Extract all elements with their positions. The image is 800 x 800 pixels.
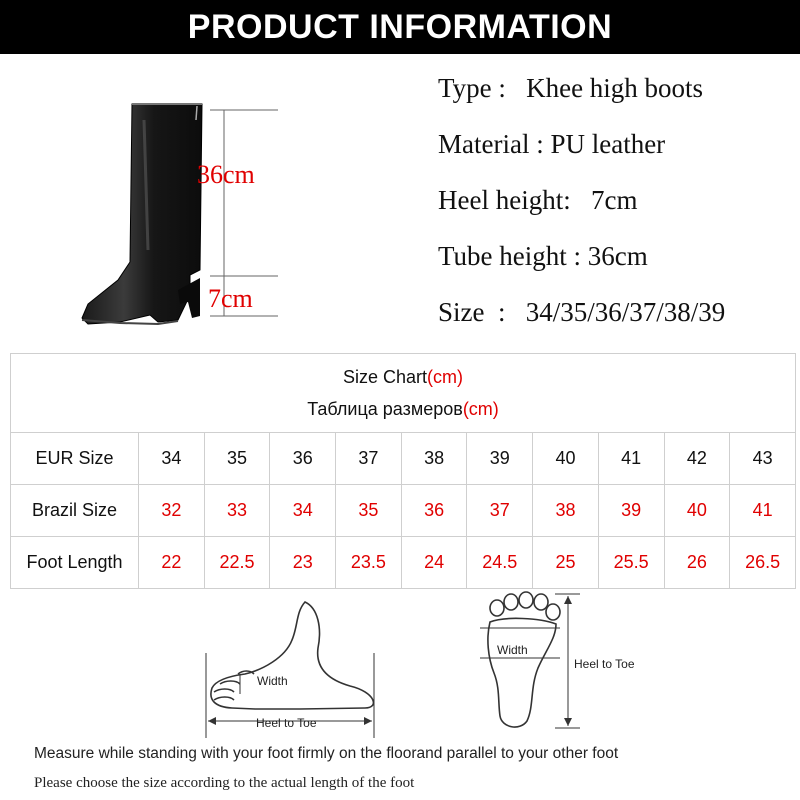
spec-tube-height: Tube height : 36cm — [438, 241, 648, 271]
foot-side-view-icon — [211, 602, 374, 709]
table-cell: 41 — [598, 433, 664, 485]
page-title: PRODUCT INFORMATION — [0, 0, 800, 54]
heel-to-toe-label-top: Heel to Toe — [574, 657, 635, 671]
table-cell: 33 — [204, 485, 270, 537]
table-cell: 36 — [401, 485, 467, 537]
size-chart-title-en: Size Chart — [342, 367, 428, 387]
table-cell: 22 — [139, 537, 205, 589]
boot-image — [60, 90, 290, 340]
size-advice: Please choose the size according to the actual length of the foot — [34, 775, 415, 791]
table-cell: 38 — [401, 433, 467, 485]
table-row-brazil — [11, 485, 796, 537]
table-cell: 43 — [730, 433, 796, 485]
row-label-foot-length: Foot Length — [11, 537, 139, 589]
table-cell: 38 — [533, 485, 599, 537]
size-chart-unit-ru: (cm) — [462, 399, 499, 419]
spec-size: Size : 34/35/36/37/38/39 — [438, 297, 726, 327]
table-cell: 35 — [204, 433, 270, 485]
table-cell: 42 — [664, 433, 730, 485]
table-cell: 26 — [664, 537, 730, 589]
foot-top-view-icon — [488, 592, 560, 727]
table-cell: 37 — [336, 433, 402, 485]
measure-instruction: Measure while standing with your foot firmly on the floorand parallel to your other foot — [34, 745, 619, 762]
row-label-eur: EUR Size — [11, 433, 139, 485]
heel-height-label: 7cm — [208, 284, 253, 313]
table-cell: 36 — [270, 433, 336, 485]
table-row-eur — [11, 433, 796, 485]
table-cell: 24 — [401, 537, 467, 589]
table-cell: 39 — [467, 433, 533, 485]
table-row-foot-length — [11, 537, 796, 589]
table-cell: 40 — [533, 433, 599, 485]
size-chart-unit: (cm) — [427, 367, 464, 387]
size-chart-title-ru: Таблица размеров — [307, 399, 463, 419]
table-cell: 24.5 — [467, 537, 533, 589]
size-chart-title — [11, 354, 796, 433]
row-label-brazil: Brazil Size — [11, 485, 139, 537]
table-cell: 22.5 — [204, 537, 270, 589]
table-cell: 34 — [270, 485, 336, 537]
table-cell: 34 — [139, 433, 205, 485]
spec-type: Type : Khee high boots — [438, 73, 704, 103]
table-cell: 26.5 — [730, 537, 796, 589]
spec-heel-height: Heel height: 7cm — [438, 185, 638, 215]
table-cell: 25.5 — [598, 537, 664, 589]
table-cell: 40 — [664, 485, 730, 537]
table-cell: 37 — [467, 485, 533, 537]
width-label-top: Width — [497, 643, 528, 657]
size-chart-table — [10, 353, 796, 589]
table-cell: 35 — [336, 485, 402, 537]
table-cell: 41 — [730, 485, 796, 537]
table-cell: 23 — [270, 537, 336, 589]
table-cell: 32 — [139, 485, 205, 537]
width-label-side: Width — [257, 674, 288, 688]
spec-material: Material : PU leather — [438, 129, 666, 159]
heel-to-toe-label-side: Heel to Toe — [256, 716, 317, 730]
table-cell: 25 — [533, 537, 599, 589]
table-cell: 23.5 — [336, 537, 402, 589]
spec-list — [438, 66, 788, 346]
tube-height-label: 36cm — [197, 160, 255, 189]
table-cell: 39 — [598, 485, 664, 537]
foot-measure-diagram — [0, 588, 800, 800]
